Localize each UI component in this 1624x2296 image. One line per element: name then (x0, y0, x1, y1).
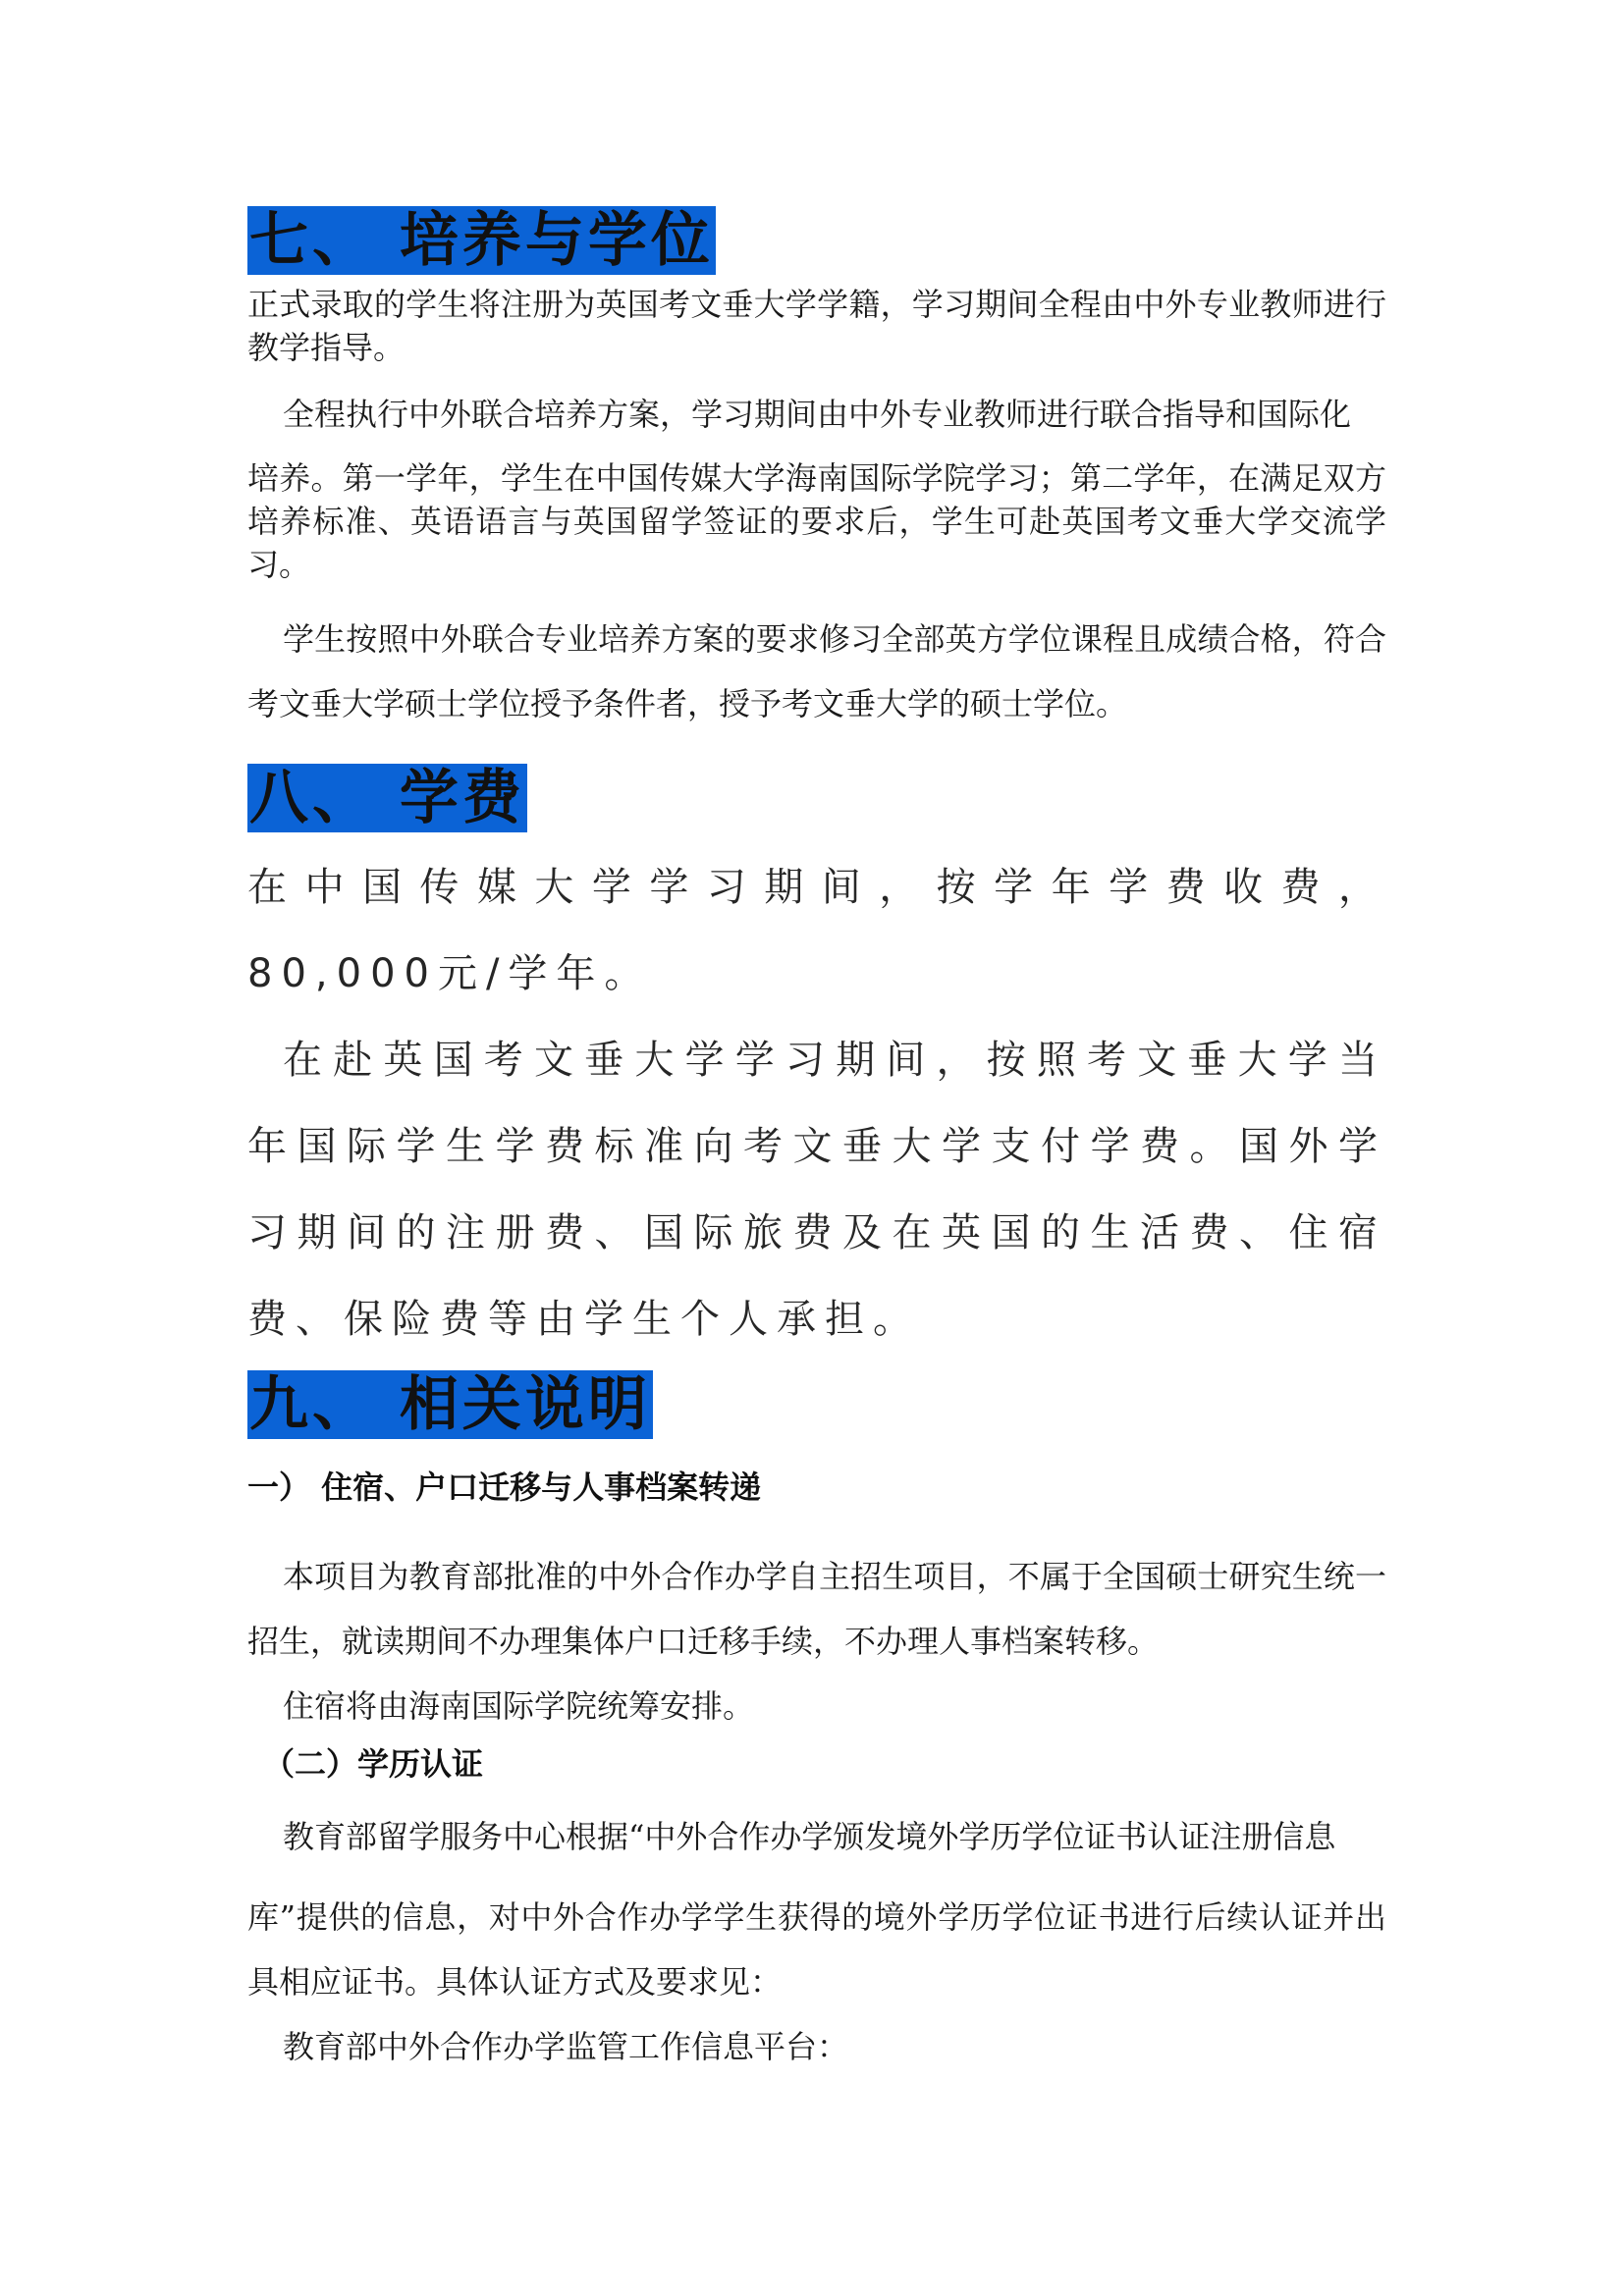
section-heading-notes: 九、 相关说明 (249, 1370, 651, 1439)
paragraph-platform: 教育部中外合作办学监管工作信息平台： (283, 2028, 849, 2065)
subsection-title-certification: （二）学历认证 (263, 1745, 484, 1783)
subsection-title-accommodation: 一） 住宿、户口迁移与人事档案转递 (247, 1468, 762, 1506)
paragraph-joint-training: 全程执行中外联合培养方案，学习期间由中外专业教师进行联合指导和国际化 (283, 396, 1352, 433)
paragraph-tuition-china: 在中国传媒大学学习期间，按学年学费收费，80,000元/学年。 (247, 865, 1386, 996)
section-heading-tuition: 八、 学费 (249, 764, 525, 832)
paragraph-certification-process: 库”提供的信息，对中外合作办学学生获得的境外学历学位证书进行后续认证并出具相应证书。具体认证方式及要求见： (247, 1898, 1386, 2001)
paragraph-study-years: 培养。第一学年，学生在中国传媒大学海南国际学院学习；第二学年，在满足双方培养标准、英语语言与英国留学签证的要求后，学生可赴英国考文垂大学交流学习。 (247, 459, 1386, 583)
paragraph-enrollment: 正式录取的学生将注册为英国考文垂大学学籍，学习期间全程由中外专业教师进行教学指导。 (247, 286, 1386, 366)
paragraph-accommodation: 住宿将由海南国际学院统筹安排。 (283, 1687, 755, 1725)
paragraph-tuition-uk: 在赴英国考文垂大学学习期间，按照考文垂大学当年国际学生学费标准向考文垂大学支付学费。国外学习期间的注册费、国际旅费及在英国的生活费、住宿费、保险费等由学生个人承担。 (247, 1038, 1386, 1342)
paragraph-certification-source: 教育部留学服务中心根据“中外合作办学颁发境外学历学位证书认证注册信息 (283, 1818, 1336, 1855)
paragraph-degree-award: 学生按照中外联合专业培养方案的要求修习全部英方学位课程且成绩合格，符合考文垂大学硕士学位授予条件者，授予考文垂大学的硕士学位。 (247, 620, 1386, 722)
section-heading-training-degree: 七、 培养与学位 (249, 206, 714, 275)
paragraph-enrollment-type: 本项目为教育部批准的中外合作办学自主招生项目，不属于全国硕士研究生统一招生，就读期间不办理集体户口迁移手续，不办理人事档案转移。 (247, 1558, 1386, 1660)
